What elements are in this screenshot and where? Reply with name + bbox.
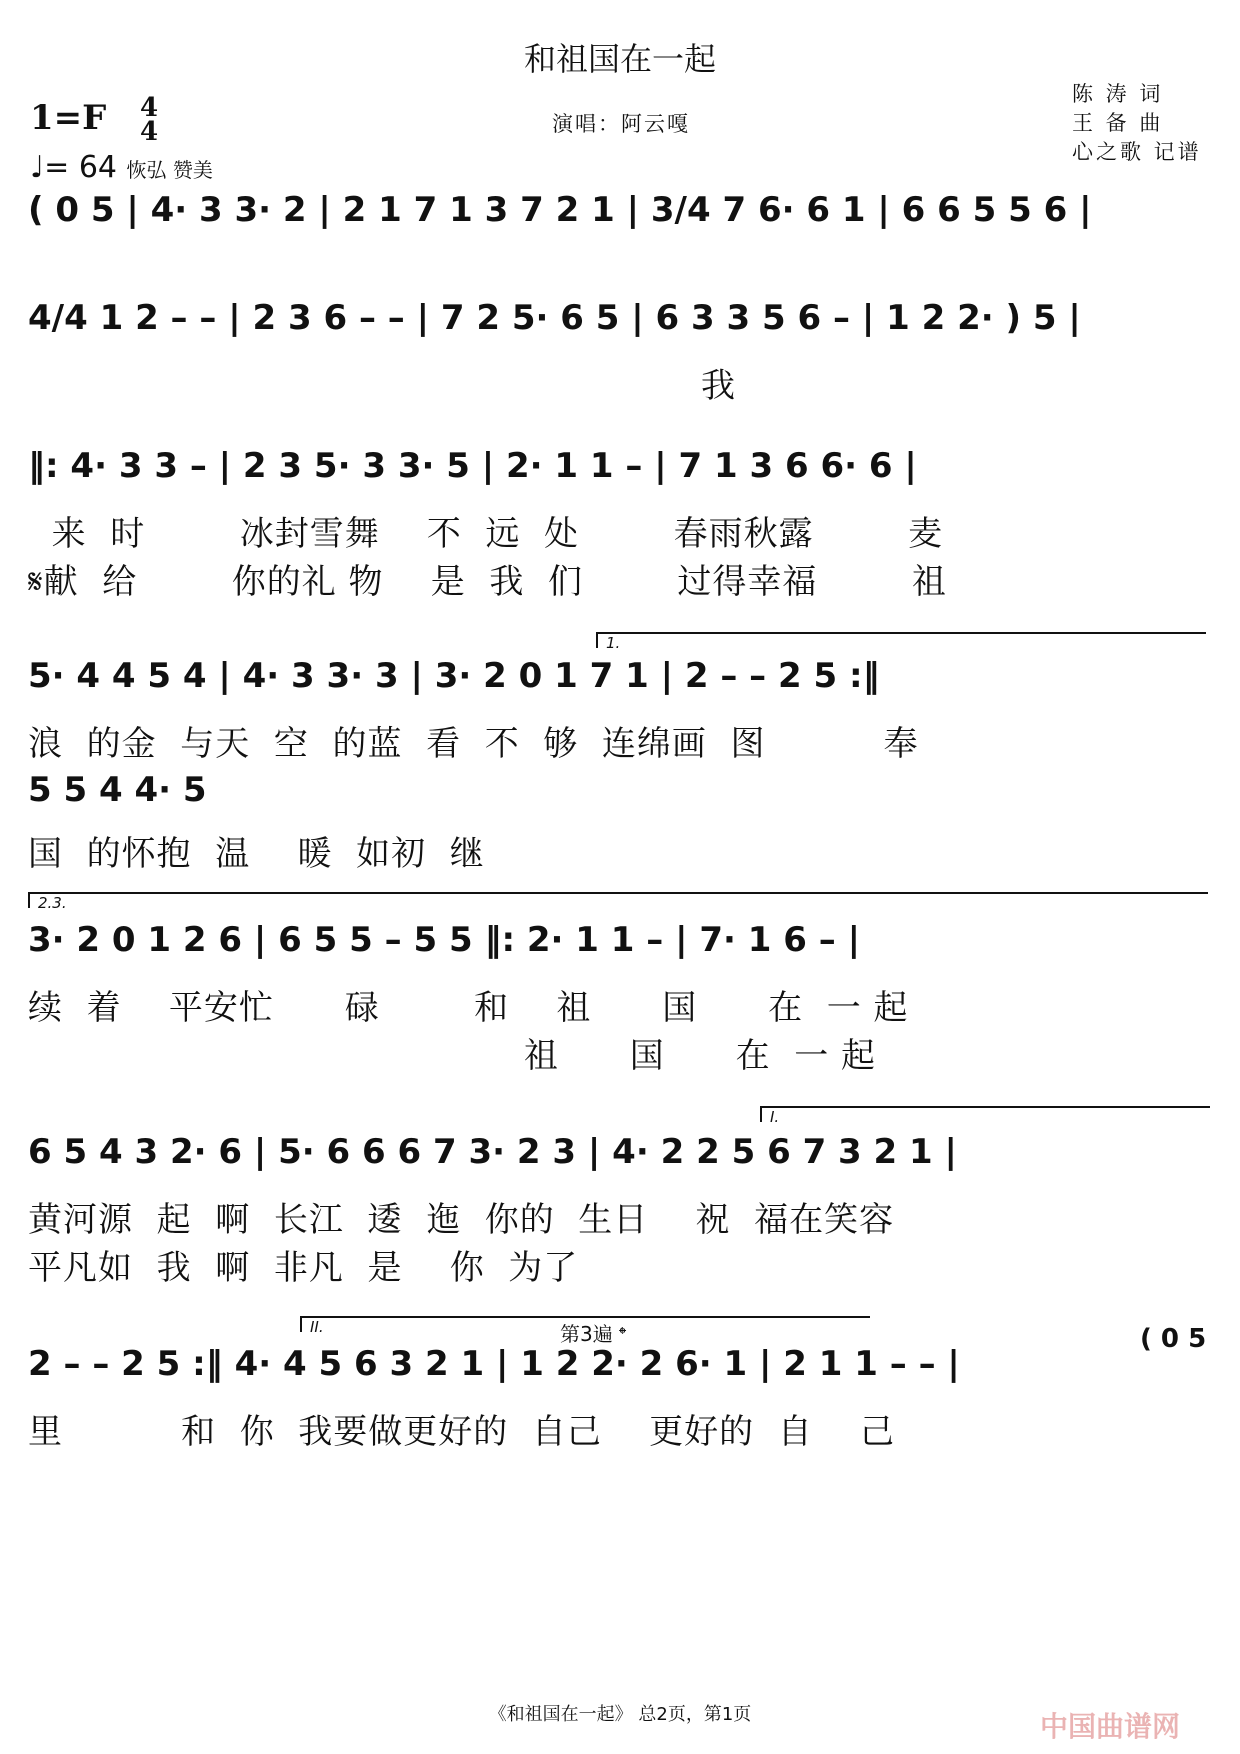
lyric-line: 来 时 冰封雪舞 不 远 处 春雨秋露 麦 (28, 514, 944, 554)
lyric-line: 平凡如 我 啊 非凡 是 你 为了 (28, 1248, 579, 1288)
lyric-line: 我 (28, 366, 737, 406)
lyric-line: 𝄋献 给 你的礼 物 是 我 们 过得幸福 祖 (28, 562, 947, 602)
lyric-line: 里 和 你 我要做更好的 自己 更好的 自 己 (28, 1412, 895, 1452)
tempo-marking (30, 150, 213, 185)
notation-line: ( 0 5 | 4· 3 3· 2 | 2 1 7 1 3 7 2 1 | 3/4 7 6· 6 1 | 6 6 5 5 6 | (28, 190, 1092, 230)
lyric-line: 浪 的金 与天 空 的蓝 看 不 够 连绵画 图 奉 (28, 724, 919, 764)
lyricist-credit: 陈 涛 词 (1072, 82, 1164, 106)
notation-line: ‖: 4· 3 3 – | 2 3 5· 3 3· 5 | 2· 1 1 – | 7 1 3 6 6· 6 | (28, 446, 917, 486)
notation-line: 5· 4 4 5 4 | 4· 3 3· 3 | 3· 2 0 1 7 1 | 2 – – 2 5 :‖ (28, 656, 880, 696)
lyric-line: 续 着 平安忙 碌 和 祖 国 在 一 起 (28, 988, 909, 1028)
tempo-value: ♩= 64 (30, 150, 117, 185)
page-footer: 《和祖国在一起》 总2页，第1页 (488, 1704, 752, 1725)
tail-notes: ( 0 5 (1140, 1324, 1207, 1354)
notation-line: 2 – – 2 5 :‖ 4· 4 5 6 3 2 1 | 1 2 2· 2 6· 1 | 2 1 1 – – | (28, 1344, 960, 1384)
credits (1072, 80, 1202, 167)
notation-line: 4/4 1 2 – – | 2 3 6 – – | 7 2 5· 6 5 | 6 3 3 5 6 – | 1 2 2· ) 5 | (28, 298, 1081, 338)
lyric-line: 祖 国 在 一 起 (28, 1036, 877, 1076)
singer-credit: 演唱：阿云嘎 (552, 112, 690, 136)
coda-marking: 第3遍 𝄌 (560, 1322, 626, 1346)
notation-line: 6 5 4 3 2· 6 | 5· 6 6 6 7 3· 2 3 | 4· 2 2 5 6 7 3 2 1 | (28, 1132, 957, 1172)
time-top: 4 (140, 93, 159, 123)
lyric-line: 国 的怀抱 温 暖 如初 继 (28, 834, 485, 874)
transcriber-credit: 心之歌 记谱 (1072, 140, 1202, 164)
notation-line: 3· 2 0 1 2 6 | 6 5 5 – 5 5 ‖: 2· 1 1 – | 7· 1 6 – | (28, 920, 861, 960)
style-marking: 恢弘 赞美 (126, 158, 213, 182)
volta-bracket: I. (760, 1106, 1210, 1122)
time-bottom: 4 (140, 117, 159, 147)
notation-line: 5 5 4 4· 5 (28, 770, 207, 810)
time-signature (140, 93, 159, 147)
volta-bracket: II. (300, 1316, 870, 1332)
composer-credit: 王 备 曲 (1072, 111, 1164, 135)
volta-bracket: 2.3. (28, 892, 1208, 908)
volta-bracket: 1. (596, 632, 1206, 648)
page-title: 和祖国在一起 (523, 40, 716, 78)
watermark-logo: 中国曲谱网 (1040, 1710, 1181, 1743)
key-signature: 1=F (30, 98, 107, 138)
lyric-line: 黄河源 起 啊 长江 逶 迤 你的 生日 祝 福在笑容 (28, 1200, 895, 1240)
